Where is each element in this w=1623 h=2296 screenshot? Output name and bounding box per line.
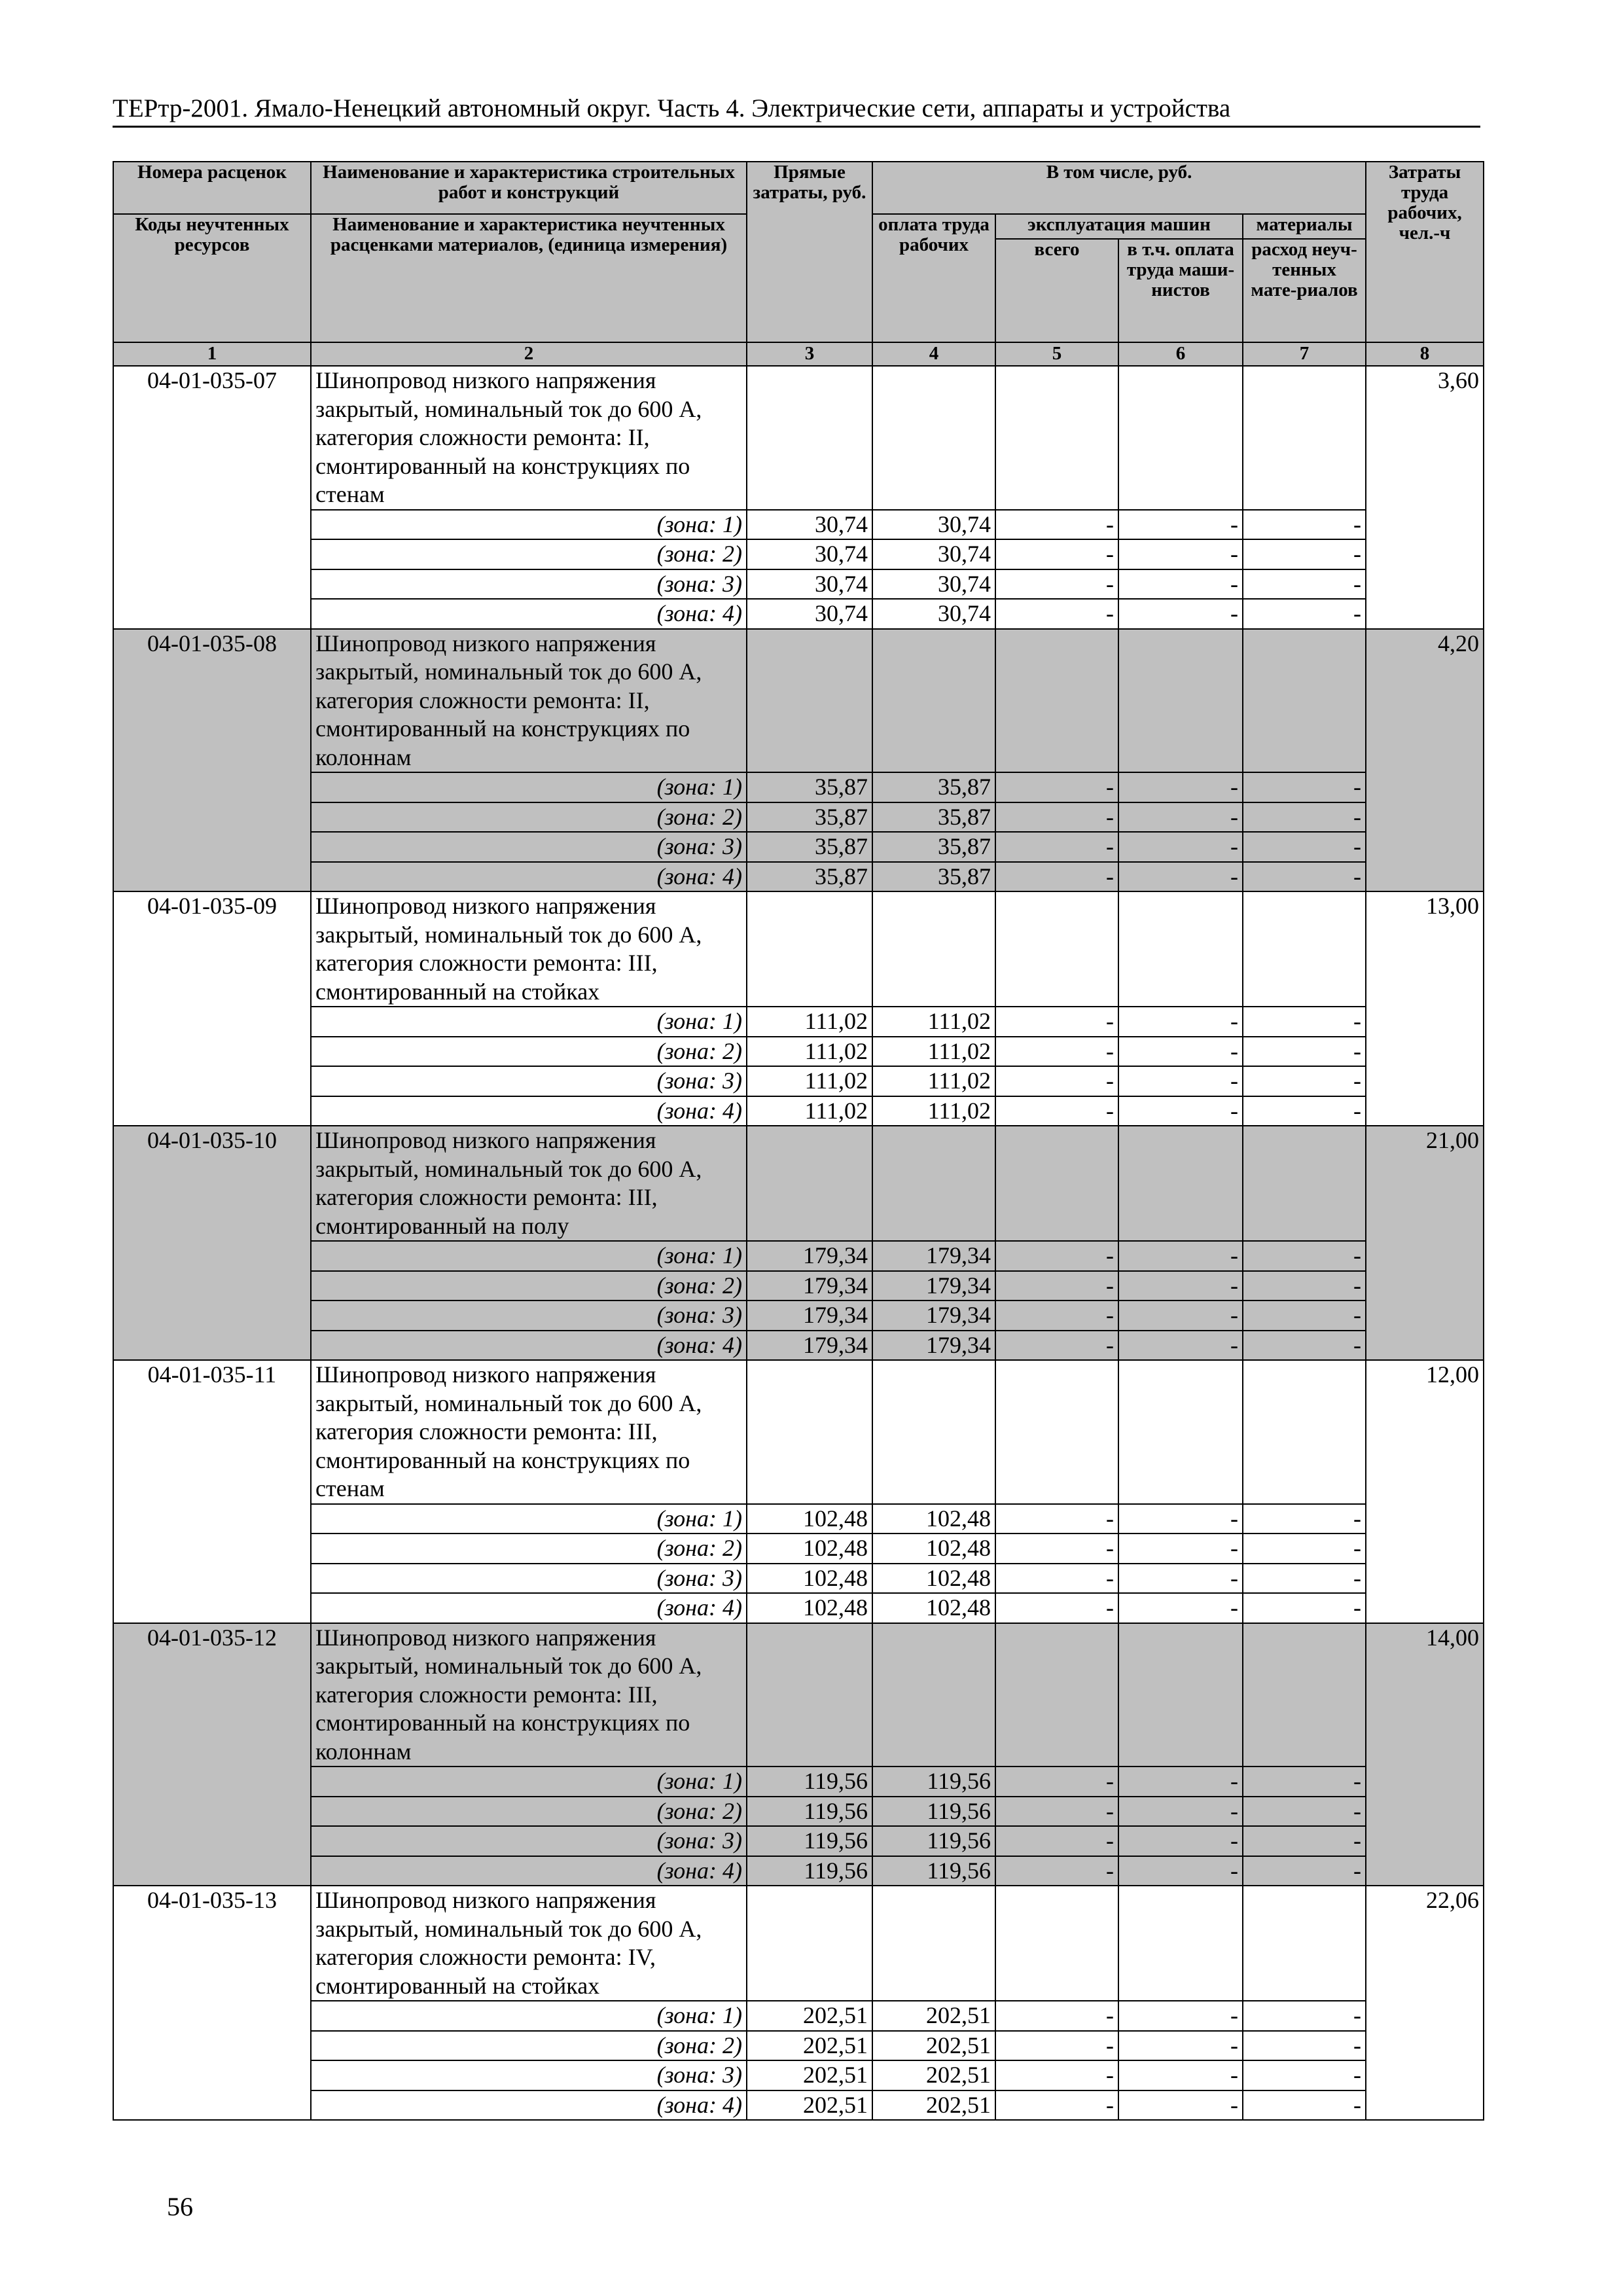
zone-row xyxy=(113,1856,1484,1886)
empty-cell xyxy=(1118,1360,1243,1504)
labor-pay: 102,48 xyxy=(872,1593,995,1623)
zone-row xyxy=(113,1331,1484,1361)
unaccounted-materials: - xyxy=(1243,1066,1366,1096)
unaccounted-materials: - xyxy=(1243,1007,1366,1037)
labor-pay: 202,51 xyxy=(872,2090,995,2121)
direct-costs: 30,74 xyxy=(747,599,872,629)
column-number: 4 xyxy=(872,342,995,366)
empty-cell xyxy=(1118,629,1243,773)
direct-costs: 119,56 xyxy=(747,1856,872,1886)
unaccounted-materials: - xyxy=(1243,1826,1366,1856)
table-row xyxy=(113,1126,1484,1241)
zone-row xyxy=(113,1241,1484,1271)
machine-total: - xyxy=(995,2001,1118,2031)
machine-total: - xyxy=(995,832,1118,862)
empty-cell xyxy=(1243,1886,1366,2001)
zone-label: (зона: 4) xyxy=(311,2090,747,2121)
zone-row xyxy=(113,1007,1484,1037)
direct-costs: 179,34 xyxy=(747,1271,872,1301)
labor-pay: 119,56 xyxy=(872,1797,995,1827)
page-header: ТЕРтр-2001. Ямало-Ненецкий автономный округ. Часть 4. Электрические сети, аппараты и устройства xyxy=(113,93,1480,128)
labor-pay: 179,34 xyxy=(872,1241,995,1271)
labor-pay: 111,02 xyxy=(872,1066,995,1096)
zone-label: (зона: 3) xyxy=(311,1564,747,1594)
rate-code: 04-01-035-12 xyxy=(113,1623,311,1886)
direct-costs: 179,34 xyxy=(747,1300,872,1331)
direct-costs: 111,02 xyxy=(747,1096,872,1126)
rate-description-cell xyxy=(311,629,747,773)
column-number: 5 xyxy=(995,342,1118,366)
zone-row xyxy=(113,539,1484,569)
header-unaccounted-materials: расход неуч-тенных мате-риалов xyxy=(1243,239,1366,342)
unaccounted-materials: - xyxy=(1243,569,1366,600)
header-resource-codes: Коды неучтенных ресурсов xyxy=(113,214,311,342)
direct-costs: 30,74 xyxy=(747,539,872,569)
labor-pay: 30,74 xyxy=(872,510,995,540)
zone-label: (зона: 1) xyxy=(311,1241,747,1271)
unaccounted-materials: - xyxy=(1243,1300,1366,1331)
empty-cell xyxy=(747,1623,872,1767)
machinist-pay: - xyxy=(1118,1504,1243,1534)
zone-label: (зона: 1) xyxy=(311,1767,747,1797)
labor-pay: 35,87 xyxy=(872,832,995,862)
machinist-pay: - xyxy=(1118,1300,1243,1331)
empty-cell xyxy=(747,1360,872,1504)
machine-total: - xyxy=(995,1241,1118,1271)
machine-total: - xyxy=(995,2031,1118,2061)
direct-costs: 119,56 xyxy=(747,1826,872,1856)
zone-label: (зона: 3) xyxy=(311,2060,747,2090)
zone-row xyxy=(113,1066,1484,1096)
machinist-pay: - xyxy=(1118,569,1243,600)
zone-label: (зона: 2) xyxy=(311,2031,747,2061)
empty-cell xyxy=(872,629,995,773)
empty-cell xyxy=(1118,366,1243,510)
table-row xyxy=(113,629,1484,773)
machine-total: - xyxy=(995,772,1118,802)
zone-label: (зона: 3) xyxy=(311,569,747,600)
labor-costs: 3,60 xyxy=(1366,366,1484,629)
rate-code: 04-01-035-08 xyxy=(113,629,311,892)
unaccounted-materials: - xyxy=(1243,1593,1366,1623)
direct-costs: 111,02 xyxy=(747,1007,872,1037)
zone-label: (зона: 4) xyxy=(311,862,747,892)
labor-costs: 14,00 xyxy=(1366,1623,1484,1886)
zone-row xyxy=(113,599,1484,629)
zone-label: (зона: 4) xyxy=(311,1331,747,1361)
labor-pay: 119,56 xyxy=(872,1826,995,1856)
rate-description: Шинопровод низкого напряжения закрытый, номинальный ток до 600 А, категория сложности ремонта: III, смонтированный на стойках xyxy=(315,893,702,1005)
machinist-pay: - xyxy=(1118,862,1243,892)
empty-cell xyxy=(747,1126,872,1241)
unaccounted-materials: - xyxy=(1243,2060,1366,2090)
labor-pay: 111,02 xyxy=(872,1007,995,1037)
rate-entry xyxy=(113,366,1484,629)
rate-description-cell xyxy=(311,891,747,1007)
direct-costs: 119,56 xyxy=(747,1767,872,1797)
zone-row xyxy=(113,1534,1484,1564)
machine-total: - xyxy=(995,539,1118,569)
machinist-pay: - xyxy=(1118,1856,1243,1886)
column-number: 7 xyxy=(1243,342,1366,366)
machinist-pay: - xyxy=(1118,1564,1243,1594)
direct-costs: 111,02 xyxy=(747,1066,872,1096)
zone-row xyxy=(113,1797,1484,1827)
zone-row xyxy=(113,1767,1484,1797)
machinist-pay: - xyxy=(1118,1767,1243,1797)
zone-label: (зона: 2) xyxy=(311,802,747,833)
empty-cell xyxy=(872,1886,995,2001)
zone-label: (зона: 4) xyxy=(311,599,747,629)
unaccounted-materials: - xyxy=(1243,1856,1366,1886)
zone-label: (зона: 3) xyxy=(311,1066,747,1096)
empty-cell xyxy=(1118,1886,1243,2001)
machine-total: - xyxy=(995,1856,1118,1886)
machine-total: - xyxy=(995,2090,1118,2121)
unaccounted-materials: - xyxy=(1243,1564,1366,1594)
unaccounted-materials: - xyxy=(1243,832,1366,862)
direct-costs: 102,48 xyxy=(747,1504,872,1534)
rate-description-cell xyxy=(311,1623,747,1767)
rate-entry xyxy=(113,1126,1484,1360)
zone-label: (зона: 1) xyxy=(311,1504,747,1534)
header-labor-costs: Затраты труда рабочих, чел.-ч xyxy=(1366,162,1484,342)
empty-cell xyxy=(872,366,995,510)
labor-pay: 35,87 xyxy=(872,772,995,802)
labor-pay: 202,51 xyxy=(872,2031,995,2061)
table-row xyxy=(113,366,1484,510)
labor-pay: 30,74 xyxy=(872,599,995,629)
rate-entry xyxy=(113,891,1484,1126)
table-header xyxy=(113,162,1484,366)
zone-label: (зона: 2) xyxy=(311,1534,747,1564)
unaccounted-materials: - xyxy=(1243,1534,1366,1564)
rate-code: 04-01-035-11 xyxy=(113,1360,311,1623)
empty-cell xyxy=(995,366,1118,510)
header-machinist-pay: в т.ч. оплата труда маши-нистов xyxy=(1118,239,1243,342)
labor-pay: 179,34 xyxy=(872,1331,995,1361)
labor-pay: 202,51 xyxy=(872,2001,995,2031)
machinist-pay: - xyxy=(1118,2090,1243,2121)
rate-description: Шинопровод низкого напряжения закрытый, номинальный ток до 600 А, категория сложности ремонта: IV, смонтированный на стойках xyxy=(315,1887,702,1999)
labor-pay: 30,74 xyxy=(872,539,995,569)
unaccounted-materials: - xyxy=(1243,1271,1366,1301)
machinist-pay: - xyxy=(1118,599,1243,629)
unaccounted-materials: - xyxy=(1243,1767,1366,1797)
empty-cell xyxy=(1118,1126,1243,1241)
zone-row xyxy=(113,772,1484,802)
labor-pay: 35,87 xyxy=(872,802,995,833)
unaccounted-materials: - xyxy=(1243,2090,1366,2121)
rate-description-cell xyxy=(311,366,747,510)
empty-cell xyxy=(1243,1126,1366,1241)
direct-costs: 102,48 xyxy=(747,1593,872,1623)
zone-label: (зона: 2) xyxy=(311,1797,747,1827)
header-including: В том числе, руб. xyxy=(872,162,1366,214)
zone-label: (зона: 3) xyxy=(311,832,747,862)
zone-label: (зона: 4) xyxy=(311,1593,747,1623)
labor-pay: 179,34 xyxy=(872,1271,995,1301)
machinist-pay: - xyxy=(1118,1241,1243,1271)
machine-total: - xyxy=(995,1331,1118,1361)
zone-label: (зона: 1) xyxy=(311,1007,747,1037)
zone-row xyxy=(113,832,1484,862)
machine-total: - xyxy=(995,802,1118,833)
machinist-pay: - xyxy=(1118,772,1243,802)
zone-row xyxy=(113,1593,1484,1623)
machine-total: - xyxy=(995,510,1118,540)
machine-total: - xyxy=(995,1007,1118,1037)
machinist-pay: - xyxy=(1118,2060,1243,2090)
machine-total: - xyxy=(995,1564,1118,1594)
empty-cell xyxy=(1243,366,1366,510)
zone-row xyxy=(113,2060,1484,2090)
machine-total: - xyxy=(995,1037,1118,1067)
empty-cell xyxy=(747,629,872,773)
labor-pay: 102,48 xyxy=(872,1564,995,1594)
machinist-pay: - xyxy=(1118,1007,1243,1037)
labor-pay: 202,51 xyxy=(872,2060,995,2090)
machine-total: - xyxy=(995,1534,1118,1564)
labor-pay: 119,56 xyxy=(872,1856,995,1886)
direct-costs: 102,48 xyxy=(747,1534,872,1564)
machinist-pay: - xyxy=(1118,1096,1243,1126)
machinist-pay: - xyxy=(1118,1826,1243,1856)
labor-costs: 21,00 xyxy=(1366,1126,1484,1360)
empty-cell xyxy=(995,1126,1118,1241)
zone-row xyxy=(113,1564,1484,1594)
header-machine-operation: эксплуатация машин xyxy=(995,214,1243,239)
machine-total: - xyxy=(995,1096,1118,1126)
unaccounted-materials: - xyxy=(1243,1037,1366,1067)
zone-label: (зона: 3) xyxy=(311,1826,747,1856)
machine-total: - xyxy=(995,1271,1118,1301)
machinist-pay: - xyxy=(1118,1066,1243,1096)
empty-cell xyxy=(995,1886,1118,2001)
column-number: 1 xyxy=(113,342,311,366)
labor-pay: 35,87 xyxy=(872,862,995,892)
machinist-pay: - xyxy=(1118,832,1243,862)
labor-costs: 22,06 xyxy=(1366,1886,1484,2120)
header-machine-total: всего xyxy=(995,239,1118,342)
table-row xyxy=(113,891,1484,1007)
machine-total: - xyxy=(995,599,1118,629)
unaccounted-materials: - xyxy=(1243,599,1366,629)
labor-pay: 111,02 xyxy=(872,1037,995,1067)
zone-label: (зона: 3) xyxy=(311,1300,747,1331)
rates-table xyxy=(113,161,1484,2121)
direct-costs: 35,87 xyxy=(747,832,872,862)
zone-row xyxy=(113,2031,1484,2061)
machinist-pay: - xyxy=(1118,1534,1243,1564)
empty-cell xyxy=(995,629,1118,773)
zone-row xyxy=(113,802,1484,833)
unaccounted-materials: - xyxy=(1243,2031,1366,2061)
zone-label: (зона: 1) xyxy=(311,510,747,540)
machinist-pay: - xyxy=(1118,1271,1243,1301)
direct-costs: 102,48 xyxy=(747,1564,872,1594)
direct-costs: 202,51 xyxy=(747,2001,872,2031)
labor-pay: 102,48 xyxy=(872,1504,995,1534)
rate-description-cell xyxy=(311,1360,747,1504)
zone-label: (зона: 2) xyxy=(311,1037,747,1067)
unaccounted-materials: - xyxy=(1243,1241,1366,1271)
rate-entry xyxy=(113,629,1484,892)
zone-row xyxy=(113,2090,1484,2121)
header-direct-costs: Прямые затраты, руб. xyxy=(747,162,872,342)
machinist-pay: - xyxy=(1118,1037,1243,1067)
direct-costs: 179,34 xyxy=(747,1241,872,1271)
labor-costs: 12,00 xyxy=(1366,1360,1484,1623)
header-material-name: Наименование и характеристика неучтенных расценками материалов, (единица измерения) xyxy=(311,214,747,342)
empty-cell xyxy=(1118,1623,1243,1767)
zone-label: (зона: 4) xyxy=(311,1096,747,1126)
header-work-name: Наименование и характеристика строительных работ и конструкций xyxy=(311,162,747,214)
rate-code: 04-01-035-10 xyxy=(113,1126,311,1360)
unaccounted-materials: - xyxy=(1243,772,1366,802)
machinist-pay: - xyxy=(1118,1331,1243,1361)
machinist-pay: - xyxy=(1118,1797,1243,1827)
unaccounted-materials: - xyxy=(1243,1504,1366,1534)
empty-cell xyxy=(747,1886,872,2001)
direct-costs: 35,87 xyxy=(747,772,872,802)
zone-row xyxy=(113,1037,1484,1067)
rate-description-cell xyxy=(311,1126,747,1241)
direct-costs: 111,02 xyxy=(747,1037,872,1067)
column-number: 3 xyxy=(747,342,872,366)
zone-row xyxy=(113,1096,1484,1126)
unaccounted-materials: - xyxy=(1243,1331,1366,1361)
direct-costs: 179,34 xyxy=(747,1331,872,1361)
zone-label: (зона: 4) xyxy=(311,1856,747,1886)
empty-cell xyxy=(872,1623,995,1767)
zone-row xyxy=(113,862,1484,892)
zone-row xyxy=(113,1271,1484,1301)
header-labor-pay: оплата труда рабочих xyxy=(872,214,995,342)
unaccounted-materials: - xyxy=(1243,1797,1366,1827)
labor-costs: 13,00 xyxy=(1366,891,1484,1126)
machine-total: - xyxy=(995,569,1118,600)
labor-pay: 30,74 xyxy=(872,569,995,600)
direct-costs: 202,51 xyxy=(747,2060,872,2090)
unaccounted-materials: - xyxy=(1243,1096,1366,1126)
labor-pay: 111,02 xyxy=(872,1096,995,1126)
header-materials: материалы xyxy=(1243,214,1366,239)
machinist-pay: - xyxy=(1118,510,1243,540)
empty-cell xyxy=(747,891,872,1007)
zone-label: (зона: 2) xyxy=(311,1271,747,1301)
direct-costs: 202,51 xyxy=(747,2090,872,2121)
machine-total: - xyxy=(995,1826,1118,1856)
direct-costs: 119,56 xyxy=(747,1797,872,1827)
direct-costs: 202,51 xyxy=(747,2031,872,2061)
machine-total: - xyxy=(995,1593,1118,1623)
labor-pay: 102,48 xyxy=(872,1534,995,1564)
empty-cell xyxy=(872,1126,995,1241)
zone-label: (зона: 1) xyxy=(311,2001,747,2031)
empty-cell xyxy=(1243,1623,1366,1767)
rate-code: 04-01-035-09 xyxy=(113,891,311,1126)
empty-cell xyxy=(1243,1360,1366,1504)
machine-total: - xyxy=(995,1767,1118,1797)
machine-total: - xyxy=(995,862,1118,892)
machine-total: - xyxy=(995,2060,1118,2090)
unaccounted-materials: - xyxy=(1243,862,1366,892)
empty-cell xyxy=(995,1623,1118,1767)
rate-entry xyxy=(113,1886,1484,2120)
machinist-pay: - xyxy=(1118,539,1243,569)
rate-code: 04-01-035-13 xyxy=(113,1886,311,2120)
zone-row xyxy=(113,1300,1484,1331)
rate-description: Шинопровод низкого напряжения закрытый, номинальный ток до 600 А, категория сложности ремонта: III, смонтированный на полу xyxy=(315,1127,702,1239)
column-number: 8 xyxy=(1366,342,1484,366)
direct-costs: 30,74 xyxy=(747,569,872,600)
empty-cell xyxy=(995,1360,1118,1504)
rate-entry xyxy=(113,1360,1484,1623)
empty-cell xyxy=(747,366,872,510)
machine-total: - xyxy=(995,1300,1118,1331)
unaccounted-materials: - xyxy=(1243,510,1366,540)
zone-label: (зона: 1) xyxy=(311,772,747,802)
empty-cell xyxy=(995,891,1118,1007)
zone-row xyxy=(113,510,1484,540)
column-number: 6 xyxy=(1118,342,1243,366)
zone-label: (зона: 2) xyxy=(311,539,747,569)
machinist-pay: - xyxy=(1118,2001,1243,2031)
direct-costs: 35,87 xyxy=(747,862,872,892)
machinist-pay: - xyxy=(1118,2031,1243,2061)
rate-entry xyxy=(113,1623,1484,1886)
empty-cell xyxy=(872,1360,995,1504)
unaccounted-materials: - xyxy=(1243,539,1366,569)
machinist-pay: - xyxy=(1118,802,1243,833)
column-number: 2 xyxy=(311,342,747,366)
empty-cell xyxy=(872,891,995,1007)
direct-costs: 30,74 xyxy=(747,510,872,540)
machine-total: - xyxy=(995,1066,1118,1096)
rate-description: Шинопровод низкого напряжения закрытый, номинальный ток до 600 А, категория сложности ремонта: III, смонтированный на конструкциях по колоннам xyxy=(315,1624,702,1765)
rate-description: Шинопровод низкого напряжения закрытый, номинальный ток до 600 А, категория сложности ремонта: III, смонтированный на конструкциях по стенам xyxy=(315,1361,702,1501)
table-row xyxy=(113,1886,1484,2001)
zone-row xyxy=(113,2001,1484,2031)
machine-total: - xyxy=(995,1797,1118,1827)
empty-cell xyxy=(1118,891,1243,1007)
zone-row xyxy=(113,569,1484,600)
labor-pay: 179,34 xyxy=(872,1300,995,1331)
labor-pay: 119,56 xyxy=(872,1767,995,1797)
rate-code: 04-01-035-07 xyxy=(113,366,311,629)
header-rate-numbers: Номера расценок xyxy=(113,162,311,214)
labor-costs: 4,20 xyxy=(1366,629,1484,892)
page-number: 56 xyxy=(167,2192,193,2221)
rate-description: Шинопровод низкого напряжения закрытый, номинальный ток до 600 А, категория сложности ремонта: II, смонтированный на конструкциях по стенам xyxy=(315,367,702,507)
unaccounted-materials: - xyxy=(1243,2001,1366,2031)
zone-row xyxy=(113,1504,1484,1534)
zone-row xyxy=(113,1826,1484,1856)
empty-cell xyxy=(1243,629,1366,773)
table-row xyxy=(113,1360,1484,1504)
machine-total: - xyxy=(995,1504,1118,1534)
unaccounted-materials: - xyxy=(1243,802,1366,833)
rate-description-cell xyxy=(311,1886,747,2001)
rate-description: Шинопровод низкого напряжения закрытый, номинальный ток до 600 А, категория сложности ремонта: II, смонтированный на конструкциях по колоннам xyxy=(315,630,702,770)
empty-cell xyxy=(1243,891,1366,1007)
direct-costs: 35,87 xyxy=(747,802,872,833)
machinist-pay: - xyxy=(1118,1593,1243,1623)
table-row xyxy=(113,1623,1484,1767)
